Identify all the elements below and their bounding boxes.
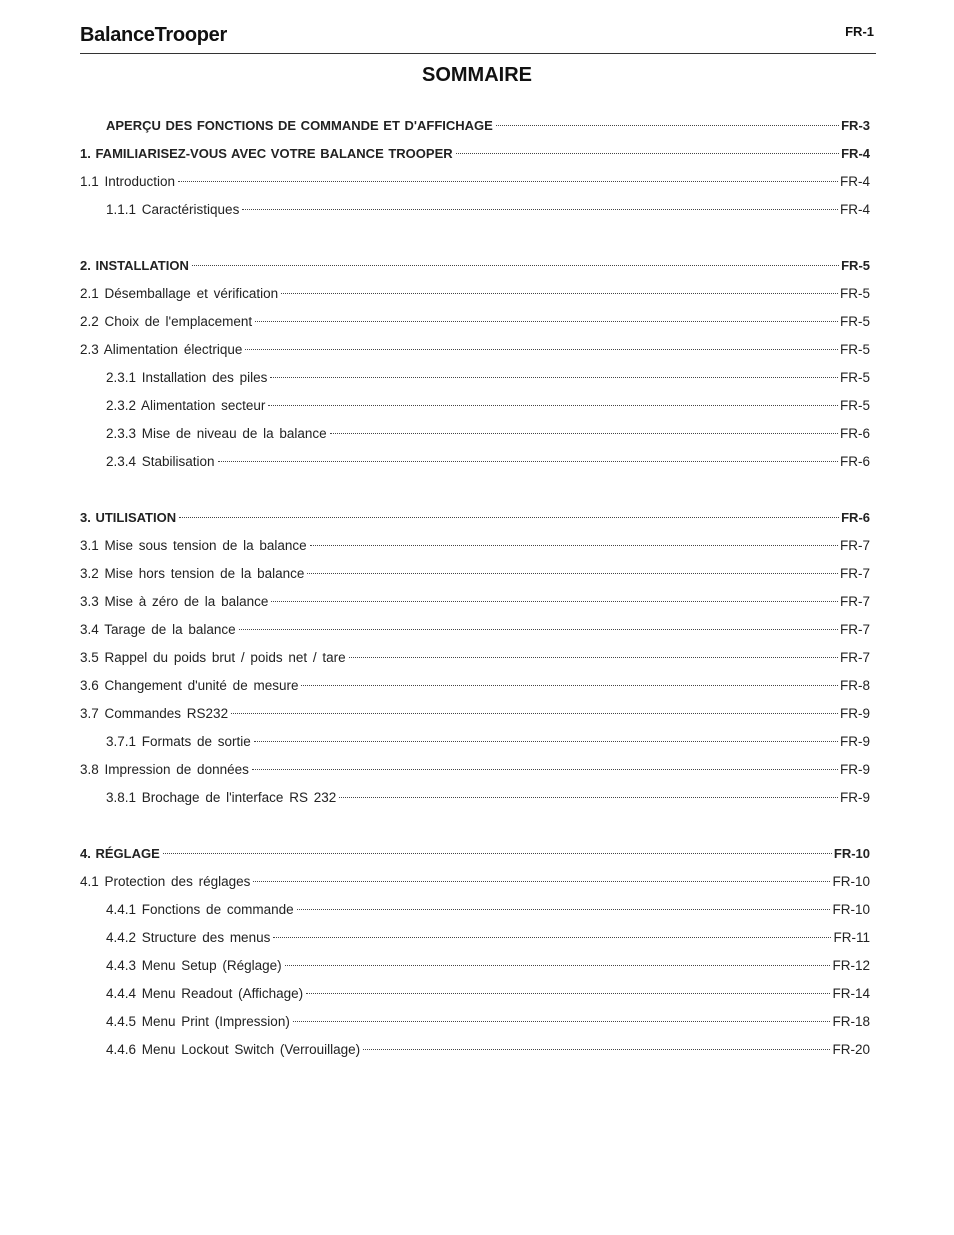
toc-entry-page: FR-4 (841, 146, 870, 161)
toc-entry[interactable] (80, 168, 870, 196)
toc-entry-label: 4.4.1 Fonctions de commande (106, 902, 294, 917)
dot-leader (178, 181, 838, 182)
page-title: SOMMAIRE (422, 64, 532, 86)
toc-entry-label: 4. RÉGLAGE (80, 846, 160, 861)
toc-entry-page: FR-5 (841, 258, 870, 273)
dot-leader (218, 461, 838, 462)
dot-leader (271, 601, 838, 602)
toc-entry-label: 3.8 Impression de données (80, 762, 249, 777)
toc-entry-label: 3.8.1 Brochage de l'interface RS 232 (106, 790, 337, 805)
dot-leader (293, 1021, 831, 1022)
toc-entry-label: 2. INSTALLATION (80, 258, 189, 273)
toc-entry[interactable] (80, 560, 870, 588)
toc-entry-label: 3.2 Mise hors tension de la balance (80, 566, 305, 581)
toc-entry-page: FR-5 (840, 398, 870, 413)
toc-entry-label: 2.3 Alimentation électrique (80, 342, 243, 357)
toc-section-entry[interactable] (80, 504, 870, 532)
dot-leader (231, 713, 838, 714)
toc-entry-page: FR-14 (832, 986, 870, 1001)
toc-entry-page: FR-5 (840, 342, 870, 357)
toc-entry-page: FR-12 (832, 958, 870, 973)
toc-entry[interactable] (80, 336, 870, 364)
toc-entry[interactable] (80, 364, 870, 392)
toc-entry-label: 4.4.5 Menu Print (Impression) (106, 1014, 290, 1029)
toc-entry-page: FR-4 (840, 174, 870, 189)
dot-leader (310, 545, 838, 546)
toc-entry-label: 4.4.4 Menu Readout (Affichage) (106, 986, 304, 1001)
toc-entry-page: FR-10 (832, 902, 870, 917)
toc-entry-page: FR-4 (840, 202, 870, 217)
toc-entry-label: 4.4.2 Structure des menus (106, 930, 271, 945)
toc-entry-page: FR-18 (832, 1014, 870, 1029)
toc-entry-label: 2.3.2 Alimentation secteur (106, 398, 266, 413)
toc-entry-label: 3. UTILISATION (80, 510, 177, 525)
toc-section-entry[interactable] (80, 252, 870, 280)
dot-leader (285, 965, 831, 966)
section-spacer (80, 476, 870, 504)
dot-leader (254, 741, 838, 742)
dot-leader (253, 881, 830, 882)
toc-entry[interactable] (80, 588, 870, 616)
toc-entry[interactable] (80, 392, 870, 420)
toc-entry[interactable] (80, 924, 870, 952)
toc-entry-label: 3.7 Commandes RS232 (80, 706, 229, 721)
dot-leader (273, 937, 831, 938)
dot-leader (456, 153, 839, 154)
dot-leader (349, 657, 838, 658)
toc-entry[interactable] (80, 700, 870, 728)
toc-entry-page: FR-7 (840, 538, 870, 553)
toc-entry-label: 1. FAMILIARISEZ-VOUS AVEC VOTRE BALANCE TROOPER (80, 146, 453, 161)
dot-leader (245, 349, 838, 350)
table-of-contents (80, 112, 870, 1064)
toc-entry-page: FR-8 (840, 678, 870, 693)
toc-entry-page: FR-6 (841, 510, 870, 525)
toc-entry[interactable] (80, 728, 870, 756)
section-spacer (80, 812, 870, 840)
toc-entry-page: FR-9 (840, 734, 870, 749)
toc-entry-label: 4.4.3 Menu Setup (Réglage) (106, 958, 282, 973)
dot-leader (242, 209, 838, 210)
dot-leader (339, 797, 838, 798)
toc-entry-page: FR-9 (840, 706, 870, 721)
dot-leader (268, 405, 838, 406)
dot-leader (363, 1049, 830, 1050)
toc-entry-label: 2.2 Choix de l'emplacement (80, 314, 253, 329)
toc-section-entry[interactable] (80, 112, 870, 140)
dot-leader (270, 377, 838, 378)
toc-entry[interactable] (80, 952, 870, 980)
toc-entry-label: 3.5 Rappel du poids brut / poids net / tare (80, 650, 346, 665)
toc-entry[interactable] (80, 196, 870, 224)
toc-entry-label: 3.7.1 Formats de sortie (106, 734, 251, 749)
toc-entry-page: FR-7 (840, 594, 870, 609)
toc-entry-page: FR-5 (840, 370, 870, 385)
page-header (80, 22, 876, 54)
toc-entry-page: FR-20 (832, 1042, 870, 1057)
toc-entry[interactable] (80, 616, 870, 644)
toc-entry[interactable] (80, 644, 870, 672)
toc-entry-page: FR-5 (840, 286, 870, 301)
toc-entry[interactable] (80, 896, 870, 924)
toc-entry-page: FR-6 (840, 426, 870, 441)
toc-entry[interactable] (80, 420, 870, 448)
toc-entry[interactable] (80, 280, 870, 308)
dot-leader (179, 517, 839, 518)
toc-entry[interactable] (80, 532, 870, 560)
toc-entry-label: 1.1.1 Caractéristiques (106, 202, 240, 217)
toc-entry[interactable] (80, 980, 870, 1008)
dot-leader (192, 265, 839, 266)
toc-entry-label: APERÇU DES FONCTIONS DE COMMANDE ET D'AFFICHAGE (106, 118, 493, 133)
dot-leader (306, 993, 830, 994)
section-spacer (80, 224, 870, 252)
dot-leader (297, 909, 831, 910)
toc-entry-label: 3.4 Tarage de la balance (80, 622, 236, 637)
toc-entry[interactable] (80, 868, 870, 896)
dot-leader (255, 321, 838, 322)
toc-entry[interactable] (80, 1036, 870, 1064)
toc-entry-label: 4.1 Protection des réglages (80, 874, 251, 889)
toc-entry-page: FR-5 (840, 314, 870, 329)
dot-leader (496, 125, 839, 126)
toc-entry[interactable] (80, 756, 870, 784)
page-number: FR-1 (845, 24, 874, 39)
toc-entry-label: 4.4.6 Menu Lockout Switch (Verrouillage) (106, 1042, 361, 1057)
toc-entry-page: FR-11 (833, 930, 870, 945)
dot-leader (163, 853, 832, 854)
toc-entry-page: FR-9 (840, 790, 870, 805)
toc-entry-label: 2.3.4 Stabilisation (106, 454, 215, 469)
toc-entry-page: FR-7 (840, 566, 870, 581)
toc-entry[interactable] (80, 784, 870, 812)
toc-entry-page: FR-6 (840, 454, 870, 469)
dot-leader (252, 769, 838, 770)
toc-entry[interactable] (80, 1008, 870, 1036)
toc-entry-page: FR-10 (832, 874, 870, 889)
toc-entry-label: 1.1 Introduction (80, 174, 176, 189)
dot-leader (301, 685, 838, 686)
toc-entry[interactable] (80, 672, 870, 700)
toc-entry-page: FR-7 (840, 650, 870, 665)
toc-entry-page: FR-10 (833, 846, 870, 861)
toc-entry[interactable] (80, 448, 870, 476)
dot-leader (330, 433, 838, 434)
toc-entry-page: FR-3 (841, 118, 870, 133)
toc-entry-label: 2.3.1 Installation des piles (106, 370, 268, 385)
toc-entry-label: 3.6 Changement d'unité de mesure (80, 678, 299, 693)
brand-title: BalanceTrooper (80, 24, 227, 46)
toc-entry-label: 3.1 Mise sous tension de la balance (80, 538, 307, 553)
toc-entry[interactable] (80, 308, 870, 336)
toc-entry-page: FR-9 (840, 762, 870, 777)
dot-leader (281, 293, 838, 294)
toc-entry-label: 3.3 Mise à zéro de la balance (80, 594, 269, 609)
toc-entry-label: 2.1 Désemballage et vérification (80, 286, 279, 301)
toc-entry-label: 2.3.3 Mise de niveau de la balance (106, 426, 327, 441)
dot-leader (239, 629, 838, 630)
toc-section-entry[interactable] (80, 840, 870, 868)
toc-entry-page: FR-7 (840, 622, 870, 637)
dot-leader (307, 573, 838, 574)
toc-section-entry[interactable] (80, 140, 870, 168)
